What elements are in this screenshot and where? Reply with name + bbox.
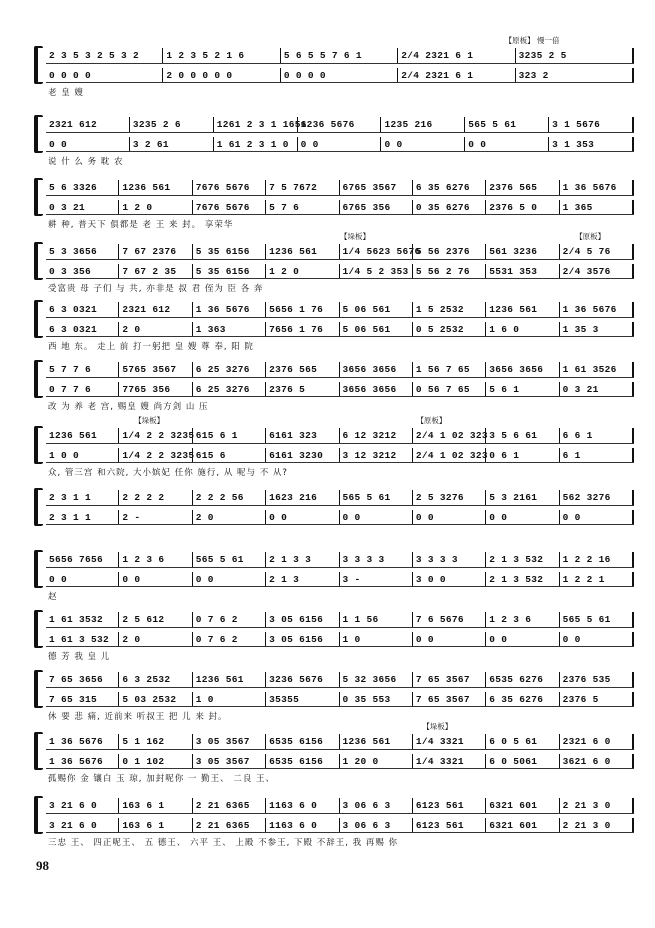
lyrics-line: 说 什 么 务 耽 农 — [48, 157, 124, 167]
page-number: 98 — [36, 858, 49, 873]
measure: 1 2 2 1 — [560, 572, 634, 586]
measure: 1 2 2 16 — [560, 552, 634, 567]
measure: 5 35 6156 — [193, 244, 266, 259]
measure: 7 65 315 — [46, 692, 119, 706]
measure: 2321 6 0 — [560, 734, 634, 749]
lyrics-line: 德 芳 我 皇 儿 — [48, 652, 111, 662]
upper-part-line — [46, 244, 634, 260]
measure: 6 6 1 — [560, 428, 634, 443]
measure: 6 3 0321 — [46, 322, 119, 336]
measure: 6 25 3276 — [193, 362, 266, 377]
measure: 1236 561 — [340, 734, 413, 749]
measure: 6 1 — [560, 448, 634, 462]
measure: 6535 6156 — [266, 734, 339, 749]
measure: 5 32 3656 — [340, 672, 413, 687]
measure: 0 35 6276 — [413, 200, 486, 214]
lyrics-line — [48, 528, 634, 539]
measure: 3 0 0 — [413, 572, 486, 586]
measure: 561 3236 — [486, 244, 559, 259]
measure: 5 56 2 76 — [413, 264, 486, 278]
measure: 5656 1 76 — [266, 302, 339, 317]
measure: 0 3 356 — [46, 264, 119, 278]
lyrics-line: 耕 种, 普天下 俱都是 老 王 来 封。 享荣华 — [48, 220, 234, 230]
measure: 3 1 5676 — [549, 117, 634, 132]
measure: 5 06 561 — [340, 322, 413, 336]
measure: 1 35 3 — [560, 322, 634, 336]
measure: 1/4 3321 — [413, 734, 486, 749]
measure: 1 365 — [560, 200, 634, 214]
measure: 6765 3567 — [340, 180, 413, 195]
measure: 0 3 21 — [560, 382, 634, 396]
measure: 5 7 7 6 — [46, 362, 119, 377]
measure: 2 3 1 1 — [46, 510, 119, 524]
measure: 1 36 5676 — [46, 754, 119, 768]
measure: 1 2 3 6 — [119, 552, 192, 567]
system-brace — [34, 670, 43, 708]
measure: 1261 2 3 1 1656 — [214, 117, 298, 132]
measure: 3 3 3 3 — [340, 552, 413, 567]
measure: 2376 535 — [560, 672, 634, 687]
score-system — [34, 178, 634, 230]
upper-part-line — [46, 117, 634, 133]
measure: 2/4 2321 6 1 — [398, 68, 515, 82]
upper-part-line — [46, 552, 634, 568]
lower-part-line — [46, 448, 634, 463]
measure: 1 0 — [340, 632, 413, 646]
score-system — [34, 300, 634, 352]
measure: 3236 5676 — [266, 672, 339, 687]
measure: 163 6 1 — [119, 818, 192, 832]
measure: 6 35 6276 — [486, 692, 559, 706]
measure: 3656 3656 — [340, 362, 413, 377]
measure: 3 06 6 3 — [340, 818, 413, 832]
measure: 2321 612 — [119, 302, 192, 317]
tempo-mark: 【原板】 慢一倍 — [504, 36, 560, 45]
lower-part-line — [46, 322, 634, 337]
measure: 7 67 2 35 — [119, 264, 192, 278]
lyrics-line: 改 为 养 老 宫, 赐皇 嫂 尚方剑 山 压 — [48, 402, 209, 412]
measure: 3 21 6 0 — [46, 818, 119, 832]
upper-part-line — [46, 302, 634, 318]
lower-part-line — [46, 264, 634, 279]
tempo-marks — [46, 415, 634, 425]
measure: 7676 5676 — [193, 180, 266, 195]
measure: 3 05 3567 — [193, 734, 266, 749]
measure: 1 36 5676 — [46, 734, 119, 749]
tempo-marks — [46, 721, 634, 731]
upper-part-line — [46, 362, 634, 378]
measure: 1236 561 — [266, 244, 339, 259]
measure: 2/4 5 76 — [560, 244, 634, 259]
system-brace — [34, 360, 43, 398]
score-system — [34, 360, 634, 412]
measure: 3 06 6 3 — [340, 798, 413, 813]
measure: 6123 561 — [413, 798, 486, 813]
upper-part-line — [46, 490, 634, 506]
lower-part-line — [46, 572, 634, 587]
system-brace — [34, 550, 43, 588]
measure: 5 3 3656 — [46, 244, 119, 259]
measure: 0 0 — [465, 137, 549, 151]
measure: 1 61 3 532 — [46, 632, 119, 646]
measure: 6535 6276 — [486, 672, 559, 687]
measure: 6161 3230 — [266, 448, 339, 462]
measure: 2 3 5 3 2 5 3 2 — [46, 48, 163, 63]
measure: 6765 356 — [340, 200, 413, 214]
system-brace — [34, 488, 43, 526]
measure: 1 20 0 — [340, 754, 413, 768]
measure: 2/4 3576 — [560, 264, 634, 278]
measure: 2 1 3 3 — [266, 552, 339, 567]
measure: 2 21 3 0 — [560, 818, 634, 832]
upper-part-line — [46, 428, 634, 444]
measure: 7 65 3656 — [46, 672, 119, 687]
measure: 1236 5676 — [298, 117, 382, 132]
measure: 2376 5 — [266, 382, 339, 396]
measure: 0 0 — [193, 572, 266, 586]
measure: 1/4 2 2 3235 — [119, 448, 192, 462]
measure: 163 6 1 — [119, 798, 192, 813]
measure: 1 0 — [193, 692, 266, 706]
score-system — [34, 36, 634, 98]
measure: 3 12 3212 — [340, 448, 413, 462]
measure: 35355 — [266, 692, 339, 706]
measure: 2321 612 — [46, 117, 130, 132]
measure: 6 3 0321 — [46, 302, 119, 317]
measure: 1 36 5676 — [193, 302, 266, 317]
measure: 2 21 6365 — [193, 818, 266, 832]
lyrics-line: 众, 管三宫 和六院, 大小嫔妃 任你 施行, 从 呢与 不 从? — [48, 468, 288, 478]
lyrics-line: 三忠 王、 四正呢王、 五 德王、 六平 王、 上殿 不参王, 下殿 不辞王, 我 再赐 你 — [48, 838, 399, 848]
measure: 2376 565 — [486, 180, 559, 195]
system-brace — [34, 732, 43, 770]
measure: 1/4 3321 — [413, 754, 486, 768]
measure: 6 3 2532 — [119, 672, 192, 687]
measure: 1 2 3 6 — [486, 612, 559, 627]
upper-part-line — [46, 672, 634, 688]
measure: 1235 216 — [381, 117, 465, 132]
tempo-marks — [46, 231, 634, 241]
measure: 2 0 — [119, 632, 192, 646]
measure: 5 7 6 — [266, 200, 339, 214]
measure: 0 35 553 — [340, 692, 413, 706]
lyrics-line: 西 地 东。 走上 前 打一躬把 皇 嫂 尊 奉, 阳 院 — [48, 342, 254, 352]
measure: 6 0 5061 — [486, 754, 559, 768]
system-brace — [34, 426, 43, 464]
measure: 7676 5676 — [193, 200, 266, 214]
measure: 6 25 3276 — [193, 382, 266, 396]
lower-part-line — [46, 632, 634, 647]
measure: 323 2 — [516, 68, 634, 82]
measure: 6 12 3212 — [340, 428, 413, 443]
lower-part-line — [46, 818, 634, 833]
measure: 6321 601 — [486, 818, 559, 832]
measure: 0 3 21 — [46, 200, 119, 214]
measure: 6321 601 — [486, 798, 559, 813]
measure: 2/4 1 02 323 — [413, 428, 486, 443]
measure: 1 61 3526 — [560, 362, 634, 377]
score-system — [34, 610, 634, 662]
measure: 3 1 353 — [549, 137, 634, 151]
measure: 3621 6 0 — [560, 754, 634, 768]
measure: 2376 565 — [266, 362, 339, 377]
measure: 0 0 — [560, 510, 634, 524]
measure: 615 6 1 — [193, 428, 266, 443]
lower-part-line — [46, 382, 634, 397]
measure: 5531 353 — [486, 264, 559, 278]
measure: 0 0 — [413, 632, 486, 646]
measure: 7765 356 — [119, 382, 192, 396]
measure: 3656 3656 — [340, 382, 413, 396]
measure: 1/4 2 2 3235 — [119, 428, 192, 443]
measure: 2 2 2 56 — [193, 490, 266, 505]
measure: 1 2 3 5 2 1 6 — [163, 48, 280, 63]
tempo-mark: 【垛板】 — [340, 232, 370, 241]
measure: 3 2 61 — [130, 137, 214, 151]
measure: 0 0 — [381, 137, 465, 151]
measure: 3 5 6 61 — [486, 428, 559, 443]
score-system — [34, 670, 634, 722]
measure: 1 363 — [193, 322, 266, 336]
measure: 3 21 6 0 — [46, 798, 119, 813]
measure: 0 7 6 2 — [193, 632, 266, 646]
measure: 1 1 56 — [340, 612, 413, 627]
measure: 2 - — [119, 510, 192, 524]
measure: 3 05 3567 — [193, 754, 266, 768]
measure: 6123 561 — [413, 818, 486, 832]
measure: 565 5 61 — [465, 117, 549, 132]
measure: 1 61 3532 — [46, 612, 119, 627]
measure: 0 0 — [266, 510, 339, 524]
measure: 1 5 2532 — [413, 302, 486, 317]
measure: 1236 561 — [119, 180, 192, 195]
measure: 0 0 — [486, 632, 559, 646]
measure: 3 05 6156 — [266, 632, 339, 646]
measure: 6535 6156 — [266, 754, 339, 768]
measure: 2/4 2321 6 1 — [398, 48, 515, 63]
score-system — [34, 488, 634, 540]
measure: 1623 216 — [266, 490, 339, 505]
tempo-mark: 【原板】 — [575, 232, 606, 241]
measure: 1163 6 0 — [266, 818, 339, 832]
score-system — [34, 416, 634, 478]
upper-part-line — [46, 798, 634, 814]
measure: 7 65 3567 — [413, 692, 486, 706]
tempo-marks — [46, 35, 634, 45]
measure: 0 1 102 — [119, 754, 192, 768]
measure: 5 6 5 5 7 6 1 — [281, 48, 398, 63]
lower-part-line — [46, 200, 634, 215]
upper-part-line — [46, 734, 634, 750]
measure: 0 0 0 0 — [46, 68, 163, 82]
measure: 5 1 162 — [119, 734, 192, 749]
measure: 5 6 3326 — [46, 180, 119, 195]
score-system — [34, 796, 634, 848]
measure: 2 2 2 2 — [119, 490, 192, 505]
measure: 5765 3567 — [119, 362, 192, 377]
measure: 3 3 3 3 — [413, 552, 486, 567]
measure: 0 6 1 — [486, 448, 559, 462]
measure: 1 56 7 65 — [413, 362, 486, 377]
lyrics-line: 老 皇 嫂 — [48, 88, 84, 98]
measure: 7656 1 76 — [266, 322, 339, 336]
measure: 1236 561 — [193, 672, 266, 687]
system-brace — [34, 115, 43, 153]
measure: 2 1 3 532 — [486, 552, 559, 567]
measure: 1 36 5676 — [560, 302, 634, 317]
measure: 615 6 — [193, 448, 266, 462]
measure: 5 3 2161 — [486, 490, 559, 505]
measure: 3656 3656 — [486, 362, 559, 377]
system-brace — [34, 46, 43, 84]
measure: 565 5 61 — [340, 490, 413, 505]
measure: 0 56 7 65 — [413, 382, 486, 396]
measure: 1 0 0 — [46, 448, 119, 462]
measure: 0 0 — [340, 510, 413, 524]
lower-part-line — [46, 754, 634, 769]
upper-part-line — [46, 180, 634, 196]
measure: 1/4 5623 5676 — [340, 244, 413, 259]
measure: 0 0 — [486, 510, 559, 524]
measure: 1163 6 0 — [266, 798, 339, 813]
measure: 0 0 — [413, 510, 486, 524]
measure: 2 0 0 0 0 0 — [163, 68, 280, 82]
tempo-mark: 【原板】 — [416, 416, 447, 425]
upper-part-line — [46, 612, 634, 628]
measure: 3 - — [340, 572, 413, 586]
measure: 2376 5 0 — [486, 200, 559, 214]
measure: 7 5 7672 — [266, 180, 339, 195]
measure: 5 06 561 — [340, 302, 413, 317]
measure: 5 56 2376 — [413, 244, 486, 259]
lower-part-line — [46, 68, 634, 83]
measure: 5 03 2532 — [119, 692, 192, 706]
measure: 5656 7656 — [46, 552, 119, 567]
measure: 7 67 2376 — [119, 244, 192, 259]
measure: 1 36 5676 — [560, 180, 634, 195]
measure: 0 0 — [46, 572, 119, 586]
lyrics-line: 受富贵 母 子们 与 共, 亦非是 叔 君 侄为 臣 各 奔 — [48, 284, 264, 294]
measure: 2 21 3 0 — [560, 798, 634, 813]
measure: 1/4 5 2 353 — [340, 264, 413, 278]
measure: 1 6 0 — [486, 322, 559, 336]
lower-part-line — [46, 510, 634, 525]
measure: 2 21 6365 — [193, 798, 266, 813]
measure: 565 5 61 — [193, 552, 266, 567]
score-system — [34, 115, 634, 167]
measure: 0 0 — [119, 572, 192, 586]
measure: 5 6 1 — [486, 382, 559, 396]
measure: 3235 2 5 — [516, 48, 634, 63]
measure: 2 5 612 — [119, 612, 192, 627]
measure: 0 0 — [298, 137, 382, 151]
measure: 6161 323 — [266, 428, 339, 443]
measure: 3235 2 6 — [130, 117, 214, 132]
system-brace — [34, 242, 43, 280]
measure: 1 2 0 — [266, 264, 339, 278]
system-brace — [34, 300, 43, 338]
score-system — [34, 232, 634, 294]
system-brace — [34, 178, 43, 216]
measure: 2 0 — [193, 510, 266, 524]
measure: 0 7 6 2 — [193, 612, 266, 627]
measure: 565 5 61 — [560, 612, 634, 627]
measure: 7 6 5676 — [413, 612, 486, 627]
measure: 2 3 1 1 — [46, 490, 119, 505]
measure: 1 2 0 — [119, 200, 192, 214]
measure: 6 35 6276 — [413, 180, 486, 195]
lower-part-line — [46, 137, 634, 152]
upper-part-line — [46, 48, 634, 64]
measure: 0 0 — [560, 632, 634, 646]
measure: 0 0 0 0 — [281, 68, 398, 82]
measure: 1236 561 — [46, 428, 119, 443]
measure: 562 3276 — [560, 490, 634, 505]
lyrics-line: 孤赐你 金 镶白 玉 琼, 加封呢你 一 勤王、 二良 王、 — [48, 774, 276, 784]
system-brace — [34, 796, 43, 834]
measure: 5 35 6156 — [193, 264, 266, 278]
measure: 1 61 2 3 1 0 — [214, 137, 298, 151]
tempo-mark: 【垛板】 — [422, 722, 453, 731]
measure: 7 65 3567 — [413, 672, 486, 687]
lyrics-line: 赵 — [48, 592, 58, 602]
tempo-mark: 【垛板】 — [134, 416, 165, 425]
score-system — [34, 550, 634, 602]
lower-part-line — [46, 692, 634, 707]
measure: 2/4 1 02 323 — [413, 448, 486, 462]
measure: 6 0 5 61 — [486, 734, 559, 749]
measure: 2 5 3276 — [413, 490, 486, 505]
measure: 2 1 3 532 — [486, 572, 559, 586]
measure: 3 05 6156 — [266, 612, 339, 627]
score-system — [34, 722, 634, 784]
measure: 0 7 7 6 — [46, 382, 119, 396]
measure: 1236 561 — [486, 302, 559, 317]
measure: 0 5 2532 — [413, 322, 486, 336]
measure: 2376 5 — [560, 692, 634, 706]
measure: 2 0 — [119, 322, 192, 336]
measure: 2 1 3 — [266, 572, 339, 586]
system-brace — [34, 610, 43, 648]
lyrics-line: 休 要 悲 痛, 近前来 听叔王 把 儿 来 封。 — [48, 712, 228, 722]
measure: 0 0 — [46, 137, 130, 151]
